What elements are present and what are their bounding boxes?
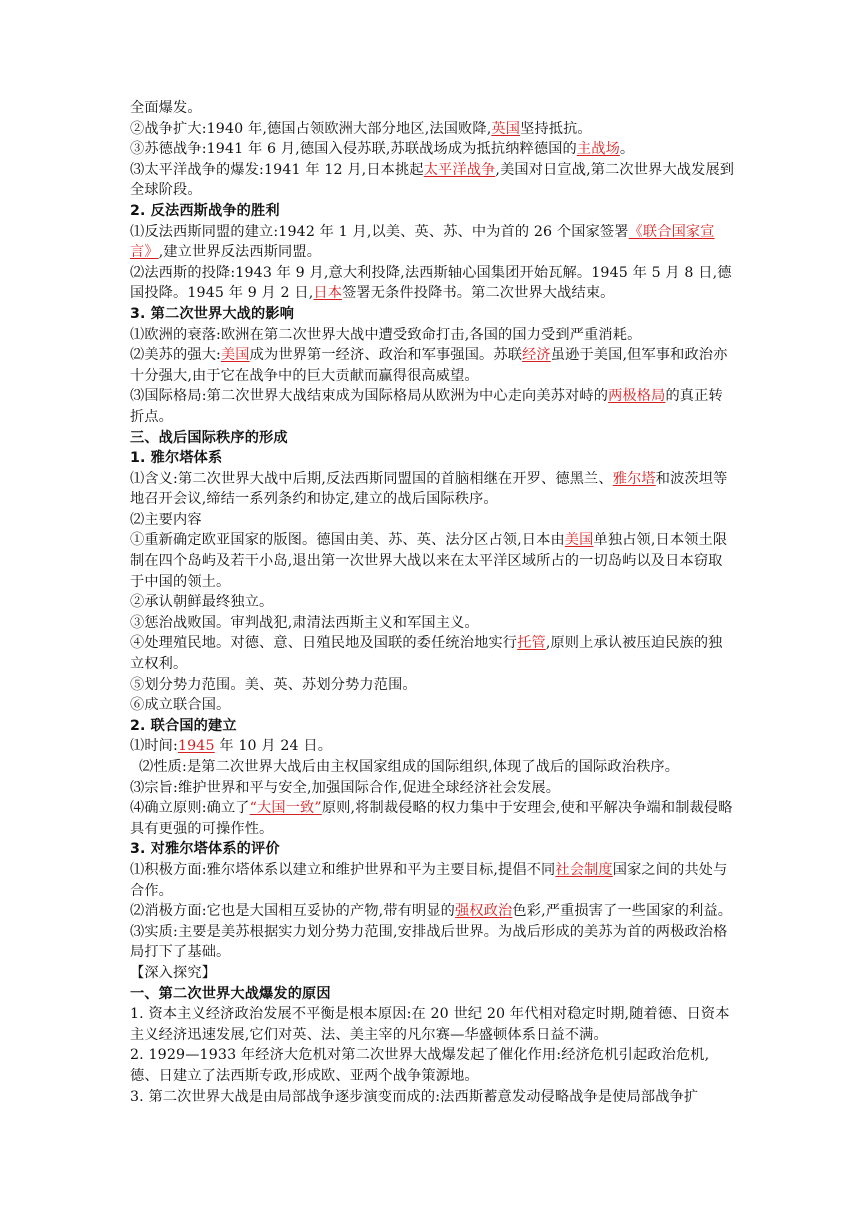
paragraph: [130, 469, 735, 510]
paragraph: [130, 695, 735, 716]
text-run: ②承认朝鲜最终独立。: [130, 594, 274, 611]
section-heading: [130, 428, 735, 449]
section-heading: [130, 716, 735, 737]
text-run: 【深入探究】: [130, 964, 217, 981]
section-heading: [130, 448, 735, 469]
text-run: ③惩治战败国。审判战犯,肃清法西斯主义和军国主义。: [130, 614, 479, 631]
answer-blank-text: 美国: [220, 347, 250, 364]
paragraph: [130, 963, 735, 984]
answer-blank-text: 日本: [313, 285, 343, 302]
section-heading: [130, 304, 735, 325]
text-run: ⑶太平洋战争的爆发:1941 年 12 月,日本挑起: [130, 161, 424, 178]
text-run: ⑷确立原则:确立了: [130, 800, 250, 817]
paragraph: [130, 119, 735, 140]
text-run: ⑴含义:第二次世界大战中后期,反法西斯同盟国的首脑相继在开罗、德黑兰、: [130, 470, 613, 487]
text-run: ⑴时间:: [130, 738, 178, 755]
paragraph: [130, 675, 735, 696]
text-run: 全面爆发。: [130, 100, 202, 116]
section-heading: [130, 984, 735, 1005]
paragraph: [130, 736, 735, 757]
paragraph: [130, 263, 735, 304]
text-run: 国家之间的共处与合作。: [130, 861, 728, 899]
text-run: ⑴欧洲的衰落:欧洲在第二次世界大战中遭受致命打击,各国的国力受到严重消耗。: [130, 326, 642, 343]
paragraph: [130, 386, 735, 427]
text-run: ⑵美苏的强大:: [130, 347, 221, 364]
text-run: 1. 雅尔塔体系: [130, 450, 223, 467]
text-run: ⑵消极方面:它也是大国相互妥协的产物,带有明显的: [130, 903, 456, 920]
text-run: ⑤划分势力范围。美、英、苏划分势力范围。: [130, 676, 417, 693]
paragraph: [130, 633, 735, 674]
text-run: ,建立世界反法西斯同盟。: [158, 244, 322, 261]
text-run: ⑴积极方面:雅尔塔体系以建立和维护世界和平为主要目标,提倡不同: [130, 861, 556, 878]
paragraph: [130, 510, 735, 531]
paragraph: [130, 98, 735, 119]
text-run: 3. 第二次世界大战的影响: [130, 305, 295, 322]
text-run: ⑴反法西斯同盟的建立:1942 年 1 月,以美、英、苏、中为首的 26 个国家签署: [130, 223, 629, 240]
text-run: ④处理殖民地。对德、意、日殖民地及国联的委任统治地实行: [130, 635, 518, 652]
text-run: 虽逊于美国,但军事和政治亦十分强大,由于它在战争中的巨大贡献而赢得很高威望。: [130, 347, 728, 384]
text-run: ③苏德战争:1941 年 6 月,德国入侵苏联,苏联战场成为抵抗纳粹德国的: [130, 141, 577, 158]
text-run: 2. 反法西斯战争的胜利: [130, 202, 280, 219]
text-run: 。: [619, 141, 635, 158]
text-run: 原则,将制裁侵略的权力集中于安理会,使和平解决争端和制裁侵略具有更强的可操作性。: [130, 800, 733, 837]
paragraph: [130, 139, 735, 160]
answer-blank-text: 托管: [517, 635, 546, 652]
answer-blank-text: 《联合国家宣言》: [130, 223, 715, 261]
answer-blank-text: 两极格局: [608, 388, 666, 405]
text-run: ⑶实质:主要是美苏根据实力划分势力范围,安排战后世界。为战后形成的美苏为首的两极政治格局打下了基础。: [130, 923, 728, 961]
document-page: [130, 98, 735, 1107]
paragraph: [130, 530, 735, 592]
text-run: 2. 联合国的建立: [130, 717, 237, 734]
paragraph: [130, 757, 735, 778]
text-run: ②战争扩大:1940 年,德国占领欧洲大部分地区,法国败降,: [130, 120, 492, 137]
paragraph: [130, 160, 735, 201]
text-run: 三、战后国际秩序的形成: [130, 429, 288, 446]
paragraph: [130, 1004, 735, 1045]
text-run: 单独占领,日本领土限制在四个岛屿及若干小岛,退出第一次世界大战以来在太平洋区域所占的一切岛屿以及日本窃取于中国的领土。: [130, 532, 728, 590]
answer-blank-text: 英国: [491, 120, 521, 137]
text-run: ⑵主要内容: [130, 511, 202, 528]
text-run: ,原则上承认被压迫民族的独立权利。: [130, 635, 723, 673]
answer-blank-text: 经济: [522, 347, 551, 364]
text-run: 签署无条件投降书。第二次世界大战结束。: [342, 285, 615, 302]
answer-blank-text: 太平洋战争: [423, 161, 496, 178]
text-run: ⑵性质:是第二次世界大战后由主权国家组成的国际组织,体现了战后的国际政治秩序。: [139, 759, 680, 775]
answer-blank-text: 雅尔塔: [612, 470, 656, 487]
paragraph: [130, 325, 735, 346]
text-run: 成为世界第一经济、政治和军事强国。苏联: [249, 347, 523, 364]
paragraph: [130, 1045, 735, 1086]
paragraph: [130, 345, 735, 386]
answer-blank-text: “大国一致”: [249, 800, 322, 817]
text-run: 3. 对雅尔塔体系的评价: [130, 841, 280, 858]
text-run: ①重新确定欧亚国家的版图。德国由美、苏、英、法分区占领,日本由: [130, 532, 565, 549]
text-run: 一、第二次世界大战爆发的原因: [130, 985, 331, 1002]
answer-blank-text: 1945: [177, 738, 215, 755]
text-run: 2. 1929—1933 年经济大危机对第二次世界大战爆发起了催化作用:经济危机引起政治危机,德、日建立了法西斯专政,形成欧、亚两个战争策源地。: [130, 1047, 710, 1084]
text-run: 和波茨坦等地召开会议,缔结一系列条约和协定,建立的战后国际秩序。: [130, 470, 728, 508]
text-run: ,美国对日宣战,第二次世界大战发展到全球阶段。: [130, 161, 735, 199]
text-run: 3. 第二次世界大战是由局部战争逐步演变而成的:法西斯蓄意发动侵略战争是使局部战争扩: [130, 1088, 699, 1105]
paragraph: [130, 1087, 735, 1108]
paragraph: [130, 592, 735, 613]
section-heading: [130, 201, 735, 222]
paragraph: [130, 901, 735, 922]
answer-blank-text: 强权政治: [455, 903, 513, 920]
paragraph: [130, 922, 735, 963]
answer-blank-text: 美国: [564, 532, 594, 549]
text-run: 年 10 月 24 日。: [214, 738, 333, 755]
paragraph: [130, 798, 735, 839]
paragraph: [130, 222, 735, 263]
text-run: ⑶宗旨:维护世界和平与安全,加强国际合作,促进全球经济社会发展。: [130, 779, 561, 796]
section-heading: [130, 839, 735, 860]
text-run: ⑥成立联合国。: [130, 697, 231, 714]
answer-blank-text: 主战场: [576, 141, 620, 158]
text-run: 色彩,严重损害了一些国家的利益。: [512, 903, 733, 920]
text-run: 1. 资本主义经济政治发展不平衡是根本原因:在 20 世纪 20 年代相对稳定时期,随着德、日资本主义经济迅速发展,它们对英、法、美主宰的凡尔赛—华盛顿体系日益不满。: [130, 1006, 730, 1043]
answer-blank-text: 社会制度: [555, 861, 613, 878]
text-run: ⑶国际格局:第二次世界大战结束成为国际格局从欧洲为中心走向美苏对峙的: [130, 388, 609, 405]
text-run: 的真正转折点。: [130, 388, 723, 425]
text-run: ⑵法西斯的投降:1943 年 9 月,意大利投降,法西斯轴心国集团开始瓦解。1945 年 5 月 8 日,德国投降。1945 年 9 月 2 日,: [130, 264, 732, 302]
paragraph: [130, 778, 735, 799]
text-run: 坚持抵抗。: [520, 120, 592, 137]
paragraph: [130, 860, 735, 901]
paragraph: [130, 613, 735, 634]
